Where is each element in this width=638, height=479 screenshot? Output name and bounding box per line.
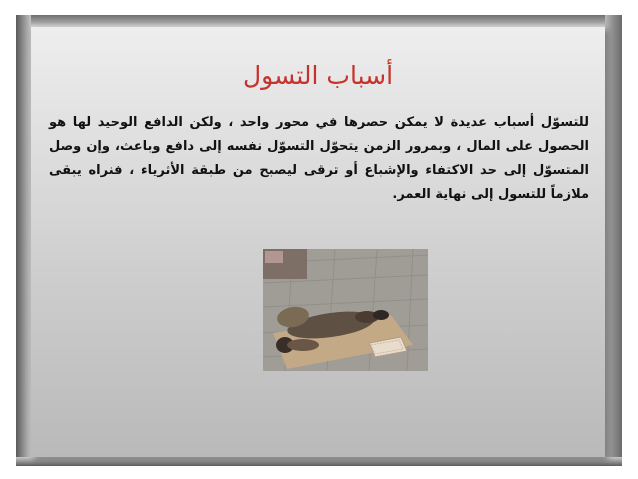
slide-frame-right	[605, 15, 622, 466]
photo-man-sleeping-on-pavement-icon	[263, 249, 428, 371]
slide-title: أسباب التسول	[242, 61, 394, 90]
slide	[31, 27, 605, 457]
slide-frame-left	[16, 15, 31, 466]
slide-paragraph: للتسوّل أسباب عديدة لا يمكن حصرها في محور واحد ، ولكن الدافع الوحيد لها هو الحصول على المال ، وبمرور الزمن يتحوّل التسوّل نفسه إلى دافع وباعث، وإن وصل المتسوّل إلى حد الاكتفاء والإشباع أو ترقى ليصبح من طبقة الأثرياء ، فنراه يبقى ملازماً للتسول إلى نهاية العمر.	[49, 115, 589, 202]
slide-frame-top	[16, 15, 622, 27]
slide-frame-bottom	[16, 457, 622, 466]
